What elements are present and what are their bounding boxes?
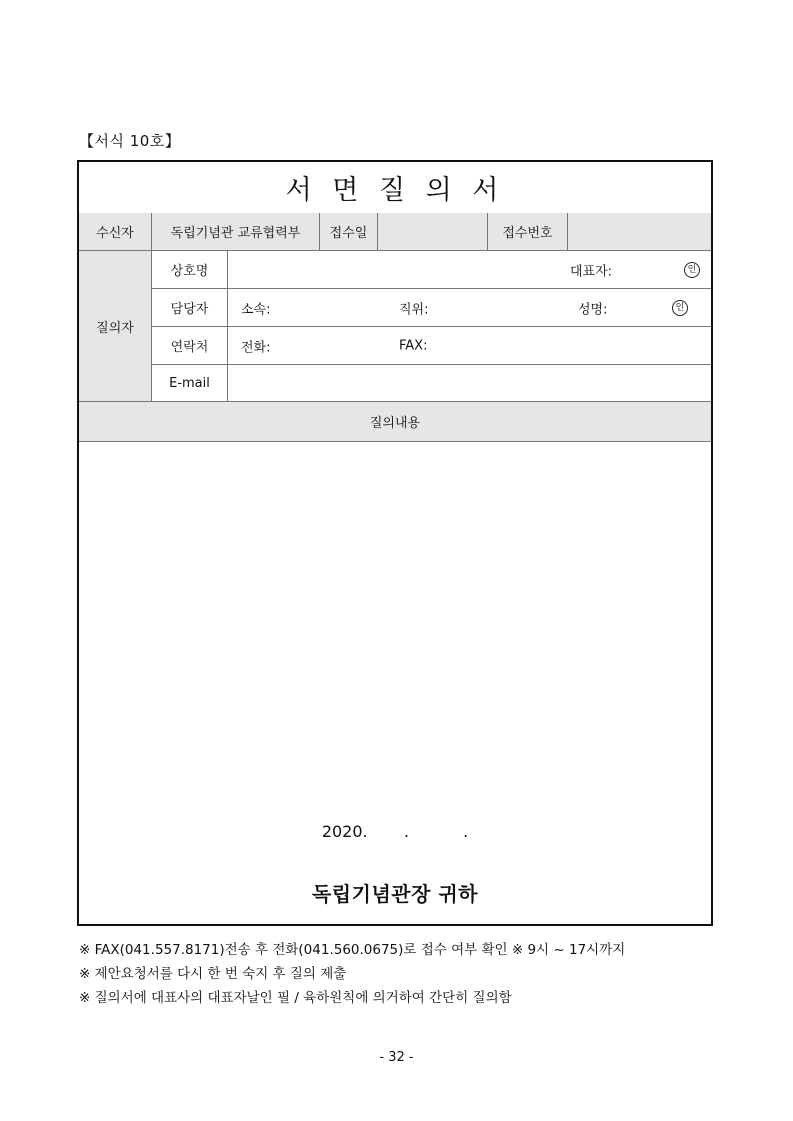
form-title: 서 면 질 의 서: [79, 162, 711, 214]
contact-field[interactable]: [227, 327, 711, 365]
email-field[interactable]: [227, 365, 711, 401]
date-month: .: [403, 822, 409, 841]
receipt-number-label: 접수번호: [487, 213, 567, 251]
representative-label: 대표자:: [570, 264, 613, 279]
phone-label: 전화:: [241, 340, 271, 355]
inquiry-content-header: 질의내용: [79, 401, 711, 442]
receipt-number-field[interactable]: [567, 213, 711, 251]
page-number: - 32 -: [379, 1050, 414, 1065]
inquiry-form: [77, 160, 713, 926]
manager-label: 담당자: [151, 289, 227, 327]
recipient-value: 독립기념관 교류협력부: [151, 213, 319, 251]
date-day: .: [463, 822, 469, 841]
name-label: 성명:: [578, 302, 608, 317]
manager-field[interactable]: [227, 289, 711, 327]
affiliation-label: 소속:: [241, 302, 271, 317]
seal-icon: 인: [684, 262, 700, 278]
inquirer-label: 질의자: [79, 251, 151, 401]
seal-icon: 인: [672, 300, 688, 316]
form-number-label: 【서식 10호】: [79, 132, 181, 150]
contact-label: 연락처: [151, 327, 227, 365]
date-line: [79, 822, 711, 841]
inquiry-content-area[interactable]: [79, 442, 711, 802]
note-item: ※ 질의서에 대표사의 대표자날인 필 / 육하원칙에 의거하여 간단히 질의함: [79, 990, 512, 1006]
received-date-field[interactable]: [377, 213, 487, 251]
received-date-label: 접수일: [319, 213, 377, 251]
position-label: 직위:: [399, 302, 429, 317]
recipient-label: 수신자: [79, 213, 151, 251]
note-item: ※ 제안요청서를 다시 한 번 숙지 후 질의 제출: [79, 966, 347, 982]
email-label: E-mail: [151, 365, 227, 401]
company-name-field[interactable]: [227, 251, 711, 289]
company-name-label: 상호명: [151, 251, 227, 289]
notes: [79, 938, 625, 1010]
addressee: 독립기념관장 귀하: [311, 882, 479, 906]
fax-label: FAX:: [399, 338, 428, 353]
date-year: 2020.: [321, 822, 368, 841]
note-item: ※ FAX(041.557.8171)전송 후 전화(041.560.0675)로 접수 여부 확인 ※ 9시 ~ 17시까지: [79, 942, 626, 958]
